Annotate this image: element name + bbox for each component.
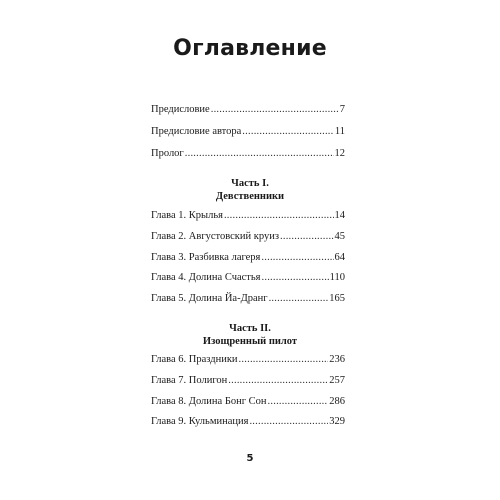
toc-entry-label: Глава 6. Праздники	[151, 354, 238, 365]
leader-dots	[269, 292, 329, 306]
toc-entry-label: Глава 2. Августовский круиз	[151, 231, 279, 242]
toc-entry-label: Глава 1. Крылья	[151, 210, 223, 221]
leader-dots	[211, 103, 339, 117]
toc-entry-chapter-5	[151, 292, 345, 306]
toc-entry-author-foreword	[151, 125, 345, 139]
toc-entry-label: Глава 9. Кульминация	[151, 416, 249, 427]
part-1-number: Часть I.	[231, 178, 269, 189]
toc-entry-chapter-3	[151, 251, 345, 265]
toc-entry-page: 236	[329, 354, 345, 365]
toc-entry-label: Глава 7. Полигон	[151, 375, 228, 386]
toc-entry-label: Глава 5. Долина Йа-Дранг	[151, 293, 268, 304]
leader-dots	[261, 251, 333, 265]
toc-entry-page: 11	[334, 126, 345, 137]
page-title: Оглавление	[173, 36, 327, 61]
toc-entry-page: 110	[329, 272, 345, 283]
toc-entry-page: 165	[329, 293, 345, 304]
toc-entry-page: 257	[329, 375, 345, 386]
leader-dots	[228, 374, 328, 388]
leader-dots	[224, 209, 334, 223]
toc-entry-label: Глава 8. Долина Бонг Сон	[151, 396, 267, 407]
toc-entry-chapter-6	[151, 353, 345, 367]
part-1-name: Девственники	[215, 191, 285, 202]
part-2-number: Часть II.	[229, 323, 271, 334]
page-number: 5	[246, 453, 254, 464]
leader-dots	[249, 415, 328, 429]
leader-dots	[280, 230, 334, 244]
toc-entry-page: 7	[339, 104, 345, 115]
toc-entry-page: 64	[334, 252, 345, 263]
toc-entry-chapter-2	[151, 230, 345, 244]
leader-dots	[242, 125, 334, 139]
part-2-name: Изощренный пилот	[202, 336, 298, 347]
toc-entry-page: 329	[329, 416, 345, 427]
toc-entry-page: 14	[334, 210, 345, 221]
toc-entry-chapter-7	[151, 374, 345, 388]
toc-entry-chapter-9	[151, 415, 345, 429]
leader-dots	[185, 147, 334, 161]
toc-entry-chapter-8	[151, 395, 345, 409]
toc-entry-label: Предисловие автора	[151, 126, 242, 137]
toc-entry-page: 286	[329, 396, 345, 407]
toc-entry-label: Глава 3. Разбивка лагеря	[151, 252, 261, 263]
toc-entry-chapter-1	[151, 209, 345, 223]
toc-entry-page: 12	[334, 148, 345, 159]
toc-entry-label: Предисловие	[151, 104, 210, 115]
leader-dots	[239, 353, 329, 367]
leader-dots	[262, 271, 329, 285]
toc-entry-foreword	[151, 103, 345, 117]
leader-dots	[268, 395, 329, 409]
toc-entry-label: Пролог	[151, 148, 184, 159]
toc-entry-label: Глава 4. Долина Счастья	[151, 272, 261, 283]
toc-entry-chapter-4	[151, 271, 345, 285]
toc-entry-page: 45	[334, 231, 345, 242]
toc-entry-prologue	[151, 147, 345, 161]
